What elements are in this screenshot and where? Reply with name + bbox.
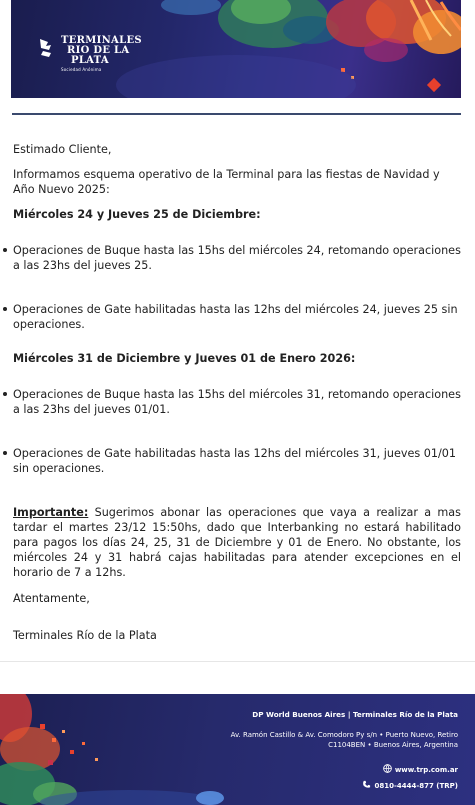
footer-phone[interactable] xyxy=(362,780,458,791)
phone-icon xyxy=(362,780,371,789)
logo-word-1: TERMINALES xyxy=(61,35,142,46)
footer-address-line1: Av. Ramón Castillo & Av. Comodoro Py s/n • Puerto Nuevo, Retiro xyxy=(230,731,458,739)
bullet-icon xyxy=(3,248,7,252)
important-text: Sugerimos abonar las operaciones que vaya a realizar a mas tardar el martes 23/12 15:50hs, dado que Interbanking no estará habilitado para pagos los días 24, 25, 31 de Diciembre y 01 de Enero. No obstante, los miércoles 24 y 31 habrá cajas habilitadas para atender excepciones en el horario de 7 a 12hs. xyxy=(13,506,461,579)
header-banner xyxy=(11,0,461,98)
list-item-text: Operaciones de Buque hasta las 15hs del miércoles 31, retomando operaciones a las 23hs del jueves 01/01. xyxy=(13,388,461,416)
list-item-text: Operaciones de Buque hasta las 15hs del miércoles 24, retomando operaciones a las 23hs del jueves 25. xyxy=(13,244,461,272)
bullet-icon xyxy=(3,307,7,311)
footer-website[interactable] xyxy=(383,764,458,775)
footer-company: DP World Buenos Aires | Terminales Río de la Plata xyxy=(252,710,458,719)
logo-flag-icon xyxy=(39,36,61,58)
section1-title: Miércoles 24 y Jueves 25 de Diciembre: xyxy=(13,208,261,221)
list-item-text: Operaciones de Gate habilitadas hasta las 12hs del miércoles 31, jueves 01/01 sin operaciones. xyxy=(13,447,457,475)
section2-title: Miércoles 31 de Diciembre y Jueves 01 de Enero 2026: xyxy=(13,352,356,365)
footer-address-line2: C1104BEN • Buenos Aires, Argentina xyxy=(328,741,458,749)
greeting: Estimado Cliente, xyxy=(13,143,112,156)
bullet-icon xyxy=(3,451,7,455)
intro-text: Informamos esquema operativo de la Terminal para las fiestas de Navidad y Año Nuevo 2025: xyxy=(13,168,440,196)
trp-logo xyxy=(39,34,149,78)
phone-text: 0810-4444-877 (TRP) xyxy=(374,782,458,790)
logo-subtitle: Sociedad Anónima xyxy=(61,67,102,72)
signature: Terminales Río de la Plata xyxy=(13,629,157,642)
globe-icon xyxy=(383,764,392,773)
closing: Atentamente, xyxy=(13,592,90,605)
important-paragraph xyxy=(13,505,461,580)
footer-separator xyxy=(0,661,475,662)
list-item-text: Operaciones de Gate habilitadas hasta las 12hs del miércoles 24, jueves 25 sin operaciones. xyxy=(13,303,458,331)
logo-word-2: RIO DE LA xyxy=(67,45,130,56)
website-text: www.trp.com.ar xyxy=(394,766,458,774)
important-label: Importante: xyxy=(13,506,89,519)
footer-banner xyxy=(0,694,475,805)
logo-word-3: PLATA xyxy=(71,55,109,66)
header-rule xyxy=(12,113,461,115)
bullet-icon xyxy=(3,392,7,396)
